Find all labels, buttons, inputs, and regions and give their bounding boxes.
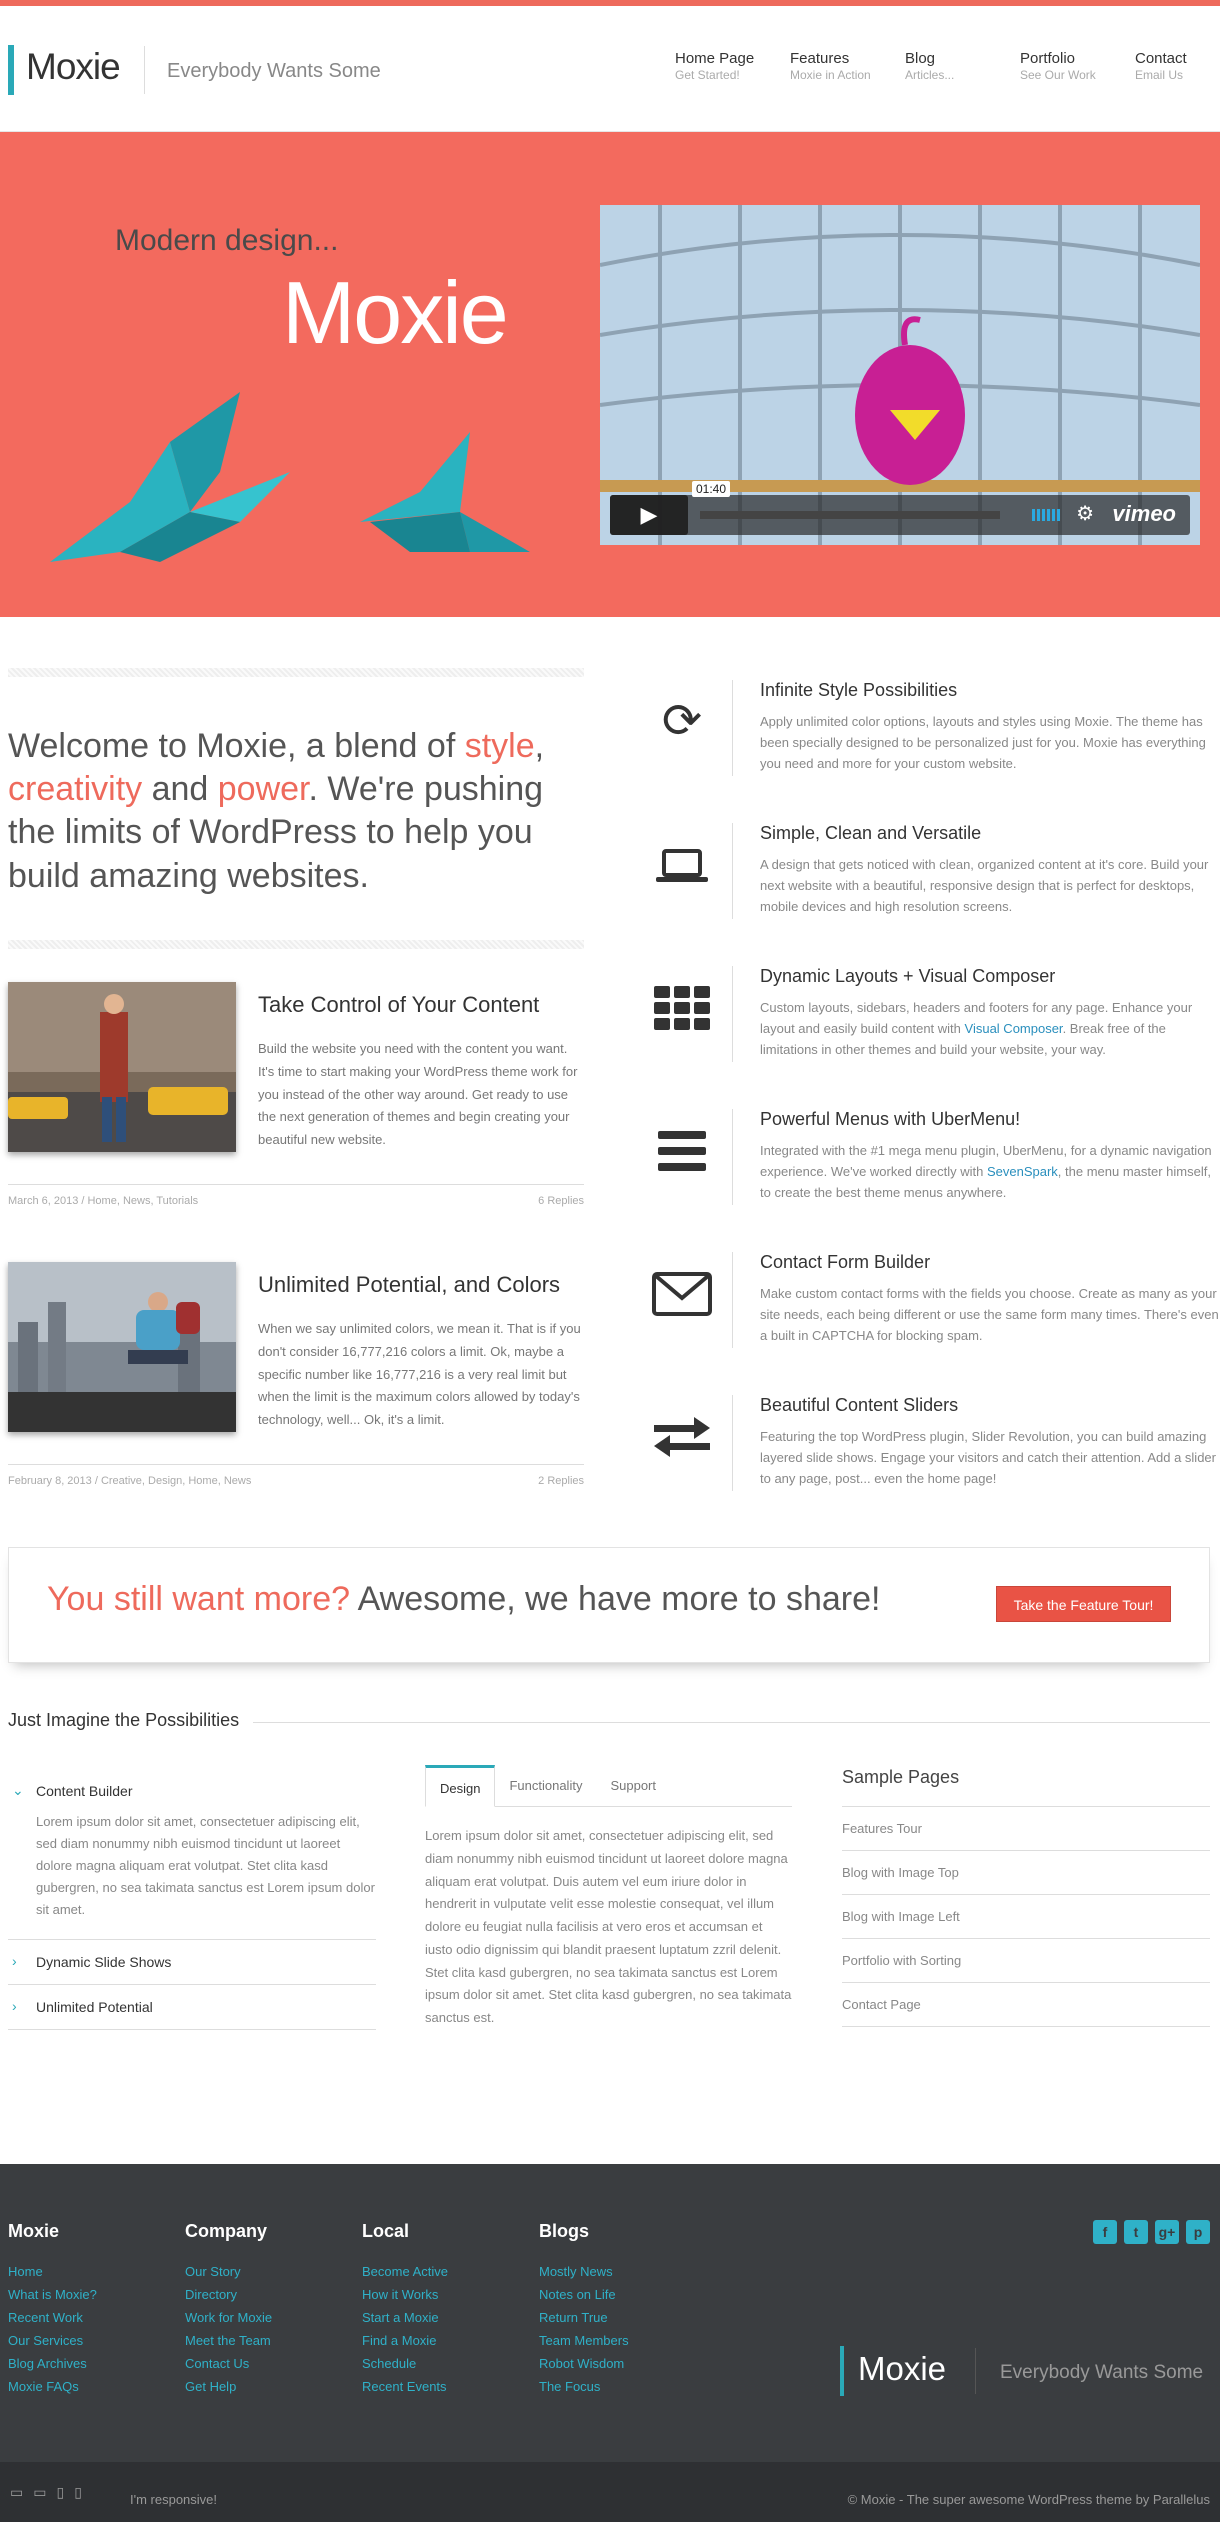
footer-logo-accent	[840, 2346, 844, 2396]
footer-column-title: Local	[362, 2221, 410, 2241]
refresh-icon: ⟳	[661, 695, 703, 748]
feature-title: Infinite Style Possibilities	[760, 680, 958, 700]
divider	[732, 680, 733, 776]
footer-link[interactable]: Start a Moxie	[362, 2310, 439, 2325]
welcome-comma: ,	[534, 727, 545, 765]
google-plus-icon[interactable]: g+	[1155, 2220, 1179, 2244]
nav-title: Contact	[1135, 50, 1187, 67]
sample-pages-widget	[842, 1765, 1210, 2027]
footer-column-title: Company	[185, 2221, 268, 2241]
section-title: Just Imagine the Possibilities	[8, 1710, 253, 1731]
footer-link[interactable]: Recent Work	[8, 2310, 83, 2325]
blog-post	[8, 1262, 584, 1502]
twitter-icon[interactable]: t	[1124, 2220, 1148, 2244]
phone-icon: ▯	[74, 2484, 82, 2500]
logo-accent	[8, 45, 14, 95]
nav-features[interactable]	[790, 50, 905, 82]
cta-highlight: You still want more?	[47, 1580, 351, 1618]
decorative-stripe	[8, 668, 584, 677]
footer-link[interactable]: Recent Events	[362, 2379, 447, 2394]
nav-subtitle: Email Us	[1135, 68, 1184, 82]
footer-link[interactable]: Team Members	[539, 2333, 629, 2348]
feature-block	[640, 966, 1220, 1066]
footer-link[interactable]: Schedule	[362, 2356, 417, 2371]
divider	[732, 966, 733, 1062]
sample-link-blog-image-left[interactable]: Blog with Image Left	[842, 1895, 1210, 1939]
feature-description	[760, 998, 1220, 1060]
feature-description: Featuring the top WordPress plugin, Slider Revolution, you can build amazing layered slide shows. Engage your visitors and catch their attention. Add a slider to any page, post... even the home page!	[760, 1429, 1216, 1486]
sample-link-features-tour[interactable]: Features Tour	[842, 1807, 1210, 1851]
accordion-label: Content Builder	[36, 1783, 133, 1799]
footer-link[interactable]: Become Active	[362, 2264, 448, 2279]
site-header	[0, 6, 1220, 132]
hero-subtitle: Modern design...	[115, 224, 339, 257]
accordion-header[interactable]	[8, 1954, 376, 1970]
feature-title: Dynamic Layouts + Visual Composer	[760, 966, 1056, 986]
laptop-icon: ▭	[33, 2484, 47, 2500]
cta-text	[47, 1580, 880, 1619]
tabs-widget	[425, 1765, 792, 2030]
post-thumbnail-image[interactable]	[8, 1262, 236, 1432]
feature-desc-text: , the menu master himself, to create the best theme menus anywhere.	[760, 1163, 1211, 1200]
main-nav	[675, 50, 1220, 82]
footer-link[interactable]: Robot Wisdom	[539, 2356, 625, 2371]
feature-desc-text: . Break free of the limitations in other themes and build your website, your way.	[760, 1020, 1166, 1057]
welcome-highlight-power: power	[217, 770, 309, 809]
welcome-highlight-style: style	[464, 727, 535, 765]
copyright: © Moxie - The super awesome WordPress theme by Parallelus	[847, 2492, 1210, 2507]
blog-post	[8, 982, 584, 1222]
welcome-and: and	[142, 770, 218, 809]
play-button[interactable]: ▶	[610, 495, 688, 535]
nav-portfolio[interactable]	[1020, 50, 1135, 82]
post-excerpt: Build the website you need with the content you want. It's time to start making your WordPress theme work for you instead of the other way around. Get ready to use the next generation of themes and begin creating your beautiful new website.	[258, 1041, 578, 1147]
footer-link[interactable]: Blog Archives	[8, 2356, 87, 2371]
decorative-stripe	[8, 940, 584, 949]
visual-composer-link[interactable]: Visual Composer	[964, 1020, 1063, 1036]
footer-link[interactable]: Home	[8, 2264, 43, 2279]
video-controls	[610, 482, 1190, 535]
video-progress-track[interactable]	[700, 511, 1000, 519]
footer-link[interactable]: Our Services	[8, 2333, 84, 2348]
desktop-icon: ▭	[10, 2484, 24, 2500]
hero-title: Moxie	[282, 263, 507, 362]
footer-column-title: Moxie	[8, 2221, 60, 2241]
chevron-right-icon: ›	[12, 1953, 17, 1970]
feature-desc-text: Integrated with the #1 mega menu plugin, UberMenu, for a dynamic navigation experience. We've worked directly with	[760, 1143, 1212, 1179]
tab-panel: Lorem ipsum dolor sit amet, consectetuer adipiscing elit, sed diam nonummy nibh euismod tincidunt ut laoreet dolore magna aliquam erat volutpat. Duis autem vel eum iriure dolor in hendrerit in vulputate velit esse molestie consequat, vel illum dolore eu feugiat nulla facilisis at vero eros et accumsan et iusto odio dignissim qui blandit praesent luptatum zzril delenit. Stet clita kasd gubergren, no sea takimata sanctus est Lorem ipsum dolor sit amet. Stet clita kasd gubergren, no sea takimata sanctus est.	[425, 1828, 792, 2025]
feature-title: Contact Form Builder	[760, 1252, 931, 1272]
divider	[732, 1109, 733, 1205]
nav-subtitle: Get Started!	[675, 68, 740, 82]
settings-gear-icon[interactable]: ⚙	[1076, 503, 1094, 525]
divider	[732, 823, 733, 919]
footer-tagline: Everybody Wants Some	[1000, 2362, 1204, 2383]
video-player[interactable]	[600, 205, 1200, 545]
feature-block	[640, 1109, 1220, 1209]
nav-title: Home Page	[675, 50, 755, 67]
swap-arrows-icon	[650, 1405, 714, 1469]
nav-home[interactable]	[675, 50, 790, 82]
laptop-icon	[650, 833, 714, 897]
site-footer	[0, 2164, 1220, 2462]
post-date-categories[interactable]: March 6, 2013 / Home, News, Tutorials	[8, 1195, 199, 1207]
tab-design[interactable]: Design	[425, 1765, 495, 1807]
footer-link[interactable]: How it Works	[362, 2287, 439, 2302]
video-thumbnail	[600, 205, 1200, 545]
site-tagline: Everybody Wants Some	[167, 60, 381, 82]
accordion-content: Lorem ipsum dolor sit amet, consectetuer adipiscing elit, sed diam nonummy nibh euismod tincidunt ut laoreet dolore magna aliquam erat volutpat. Stet clita kasd gubergren, no sea takimata sanctus est Lorem ipsum dolor sit amet.	[8, 1807, 376, 1940]
sample-link-portfolio-sorting[interactable]: Portfolio with Sorting	[842, 1939, 1210, 1983]
feature-desc-text: Custom layouts, sidebars, headers and footers for any page. Enhance your layout and easily build content with	[760, 1000, 1193, 1036]
post-replies[interactable]: 2 Replies	[538, 1475, 584, 1487]
chevron-down-icon: ⌄	[12, 1782, 24, 1798]
facebook-icon[interactable]: f	[1093, 2220, 1117, 2244]
device-icons	[10, 2484, 82, 2501]
divider	[144, 46, 145, 94]
accordion-label: Unlimited Potential	[36, 1999, 153, 2016]
origami-birds-illustration	[40, 362, 540, 562]
welcome-text-1: Welcome to Moxie, a blend of	[8, 727, 465, 765]
post-thumbnail-image[interactable]	[8, 982, 236, 1152]
nav-title: Portfolio	[1020, 50, 1076, 67]
feature-block	[640, 1252, 1220, 1352]
feature-block	[640, 823, 1220, 923]
accordion-label: Dynamic Slide Shows	[36, 1954, 172, 1971]
footer-column	[8, 2221, 178, 2398]
footer-logo[interactable]: Moxie	[858, 2350, 947, 2387]
tab-list	[425, 1765, 792, 1807]
footer-column-title: Blogs	[539, 2221, 590, 2241]
nav-title: Blog	[905, 50, 936, 67]
footer-link[interactable]: Notes on Life	[539, 2287, 616, 2302]
cta-rest: Awesome, we have more to share!	[350, 1580, 881, 1618]
post-meta	[8, 1184, 584, 1207]
feature-block	[640, 1395, 1220, 1495]
footer-link[interactable]: Work for Moxie	[185, 2310, 273, 2325]
accordion-item-unlimited-potential[interactable]	[8, 1985, 376, 2030]
call-to-action-box	[8, 1547, 1210, 1663]
accordion-item-content-builder[interactable]	[8, 1775, 376, 1807]
sample-link-blog-image-top[interactable]: Blog with Image Top	[842, 1851, 1210, 1895]
divider	[975, 2348, 976, 2394]
footer-link[interactable]: Mostly News	[539, 2264, 613, 2279]
feature-title: Powerful Menus with UberMenu!	[760, 1109, 1021, 1129]
feature-description: Apply unlimited color options, layouts and styles using Moxie. The theme has been specially designed to be personalized just for you. Moxie has everything you need and more for your custom website.	[760, 714, 1206, 771]
chevron-right-icon: ›	[12, 1998, 17, 2015]
hero-banner	[0, 132, 1220, 617]
nav-blog[interactable]	[905, 50, 1020, 82]
welcome-text-2: . We're pushing the limits of WordPress to help you build amazing websites.	[8, 770, 544, 895]
accordion	[8, 1775, 376, 2030]
envelope-icon	[650, 1262, 714, 1326]
divider	[732, 1252, 733, 1348]
menu-icon	[650, 1119, 714, 1183]
divider	[732, 1395, 733, 1491]
footer-link[interactable]: Contact Us	[185, 2356, 250, 2371]
footer-link[interactable]: Find a Moxie	[362, 2333, 437, 2348]
responsive-label: I'm responsive!	[130, 2492, 218, 2507]
social-links	[1093, 2220, 1210, 2244]
post-title-link[interactable]: Unlimited Potential, and Colors	[258, 1272, 561, 1297]
sample-link-contact-page[interactable]: Contact Page	[842, 1983, 1210, 2027]
site-logo[interactable]: Moxie	[26, 46, 120, 87]
nav-subtitle: Articles...	[905, 68, 955, 82]
tab-support[interactable]: Support	[610, 1778, 656, 1793]
feature-description	[760, 1141, 1220, 1203]
post-meta	[8, 1464, 584, 1487]
footer-link[interactable]: Directory	[185, 2287, 238, 2302]
volume-icon[interactable]	[1032, 509, 1060, 521]
nav-subtitle: See Our Work	[1020, 68, 1096, 82]
accordion-item-dynamic-slide-shows[interactable]	[8, 1940, 376, 1985]
post-replies[interactable]: 6 Replies	[538, 1195, 584, 1207]
tab-functionality[interactable]: Functionality	[509, 1778, 583, 1793]
footer-column	[362, 2221, 532, 2398]
nav-title: Features	[790, 50, 850, 67]
feature-block	[640, 680, 1220, 780]
post-title-link[interactable]: Take Control of Your Content	[258, 992, 540, 1017]
footer-link[interactable]: Meet the Team	[185, 2333, 271, 2348]
feature-description: Make custom contact forms with the fields you choose. Create as many as your site needs, each being different or use the same form many times. There's even a built in CAPTCHA for blocking spam.	[760, 1286, 1219, 1343]
footer-column	[185, 2221, 355, 2398]
feature-title: Beautiful Content Sliders	[760, 1395, 959, 1415]
footer-link[interactable]: What is Moxie?	[8, 2287, 97, 2302]
bottom-bar	[0, 2462, 1220, 2522]
welcome-section	[8, 668, 584, 949]
vimeo-logo[interactable]: vimeo	[1112, 501, 1176, 526]
footer-column	[539, 2221, 709, 2398]
video-time: 01:40	[692, 481, 730, 497]
footer-link[interactable]: Get Help	[185, 2379, 237, 2394]
welcome-highlight-creativity: creativity	[8, 770, 143, 809]
grid-icon	[650, 976, 714, 1040]
widget-title: Sample Pages	[842, 1765, 1210, 1807]
post-date-categories[interactable]: February 8, 2013 / Creative, Design, Home, News	[8, 1475, 252, 1487]
feature-description: A design that gets noticed with clean, organized content at it's core. Build your next website with a beautiful, responsive design that is perfect for desktops, mobile devices and high resolution screens.	[760, 857, 1209, 914]
post-excerpt: When we say unlimited colors, we mean it. That is if you don't consider 16,777,216 colors a limit. Ok, maybe a specific number like 16,777,216 is a very real limit but when the limit is the maximum colors allowed by today's technology, well... Ok, it's a limit.	[258, 1321, 581, 1427]
footer-link[interactable]: The Focus	[539, 2379, 601, 2394]
feature-title: Simple, Clean and Versatile	[760, 823, 982, 843]
footer-link[interactable]: Moxie FAQs	[8, 2379, 79, 2394]
feature-tour-button[interactable]: Take the Feature Tour!	[996, 1586, 1171, 1622]
pinterest-icon[interactable]: p	[1186, 2220, 1210, 2244]
nav-contact[interactable]	[1135, 50, 1220, 82]
footer-link[interactable]: Our Story	[185, 2264, 241, 2279]
nav-subtitle: Moxie in Action	[790, 68, 871, 82]
accordion-header[interactable]	[8, 1999, 376, 2015]
footer-link[interactable]: Return True	[539, 2310, 608, 2325]
welcome-heading	[8, 677, 584, 940]
tablet-icon: ▯	[56, 2484, 65, 2500]
sevenspark-link[interactable]: SevenSpark	[986, 1163, 1058, 1179]
